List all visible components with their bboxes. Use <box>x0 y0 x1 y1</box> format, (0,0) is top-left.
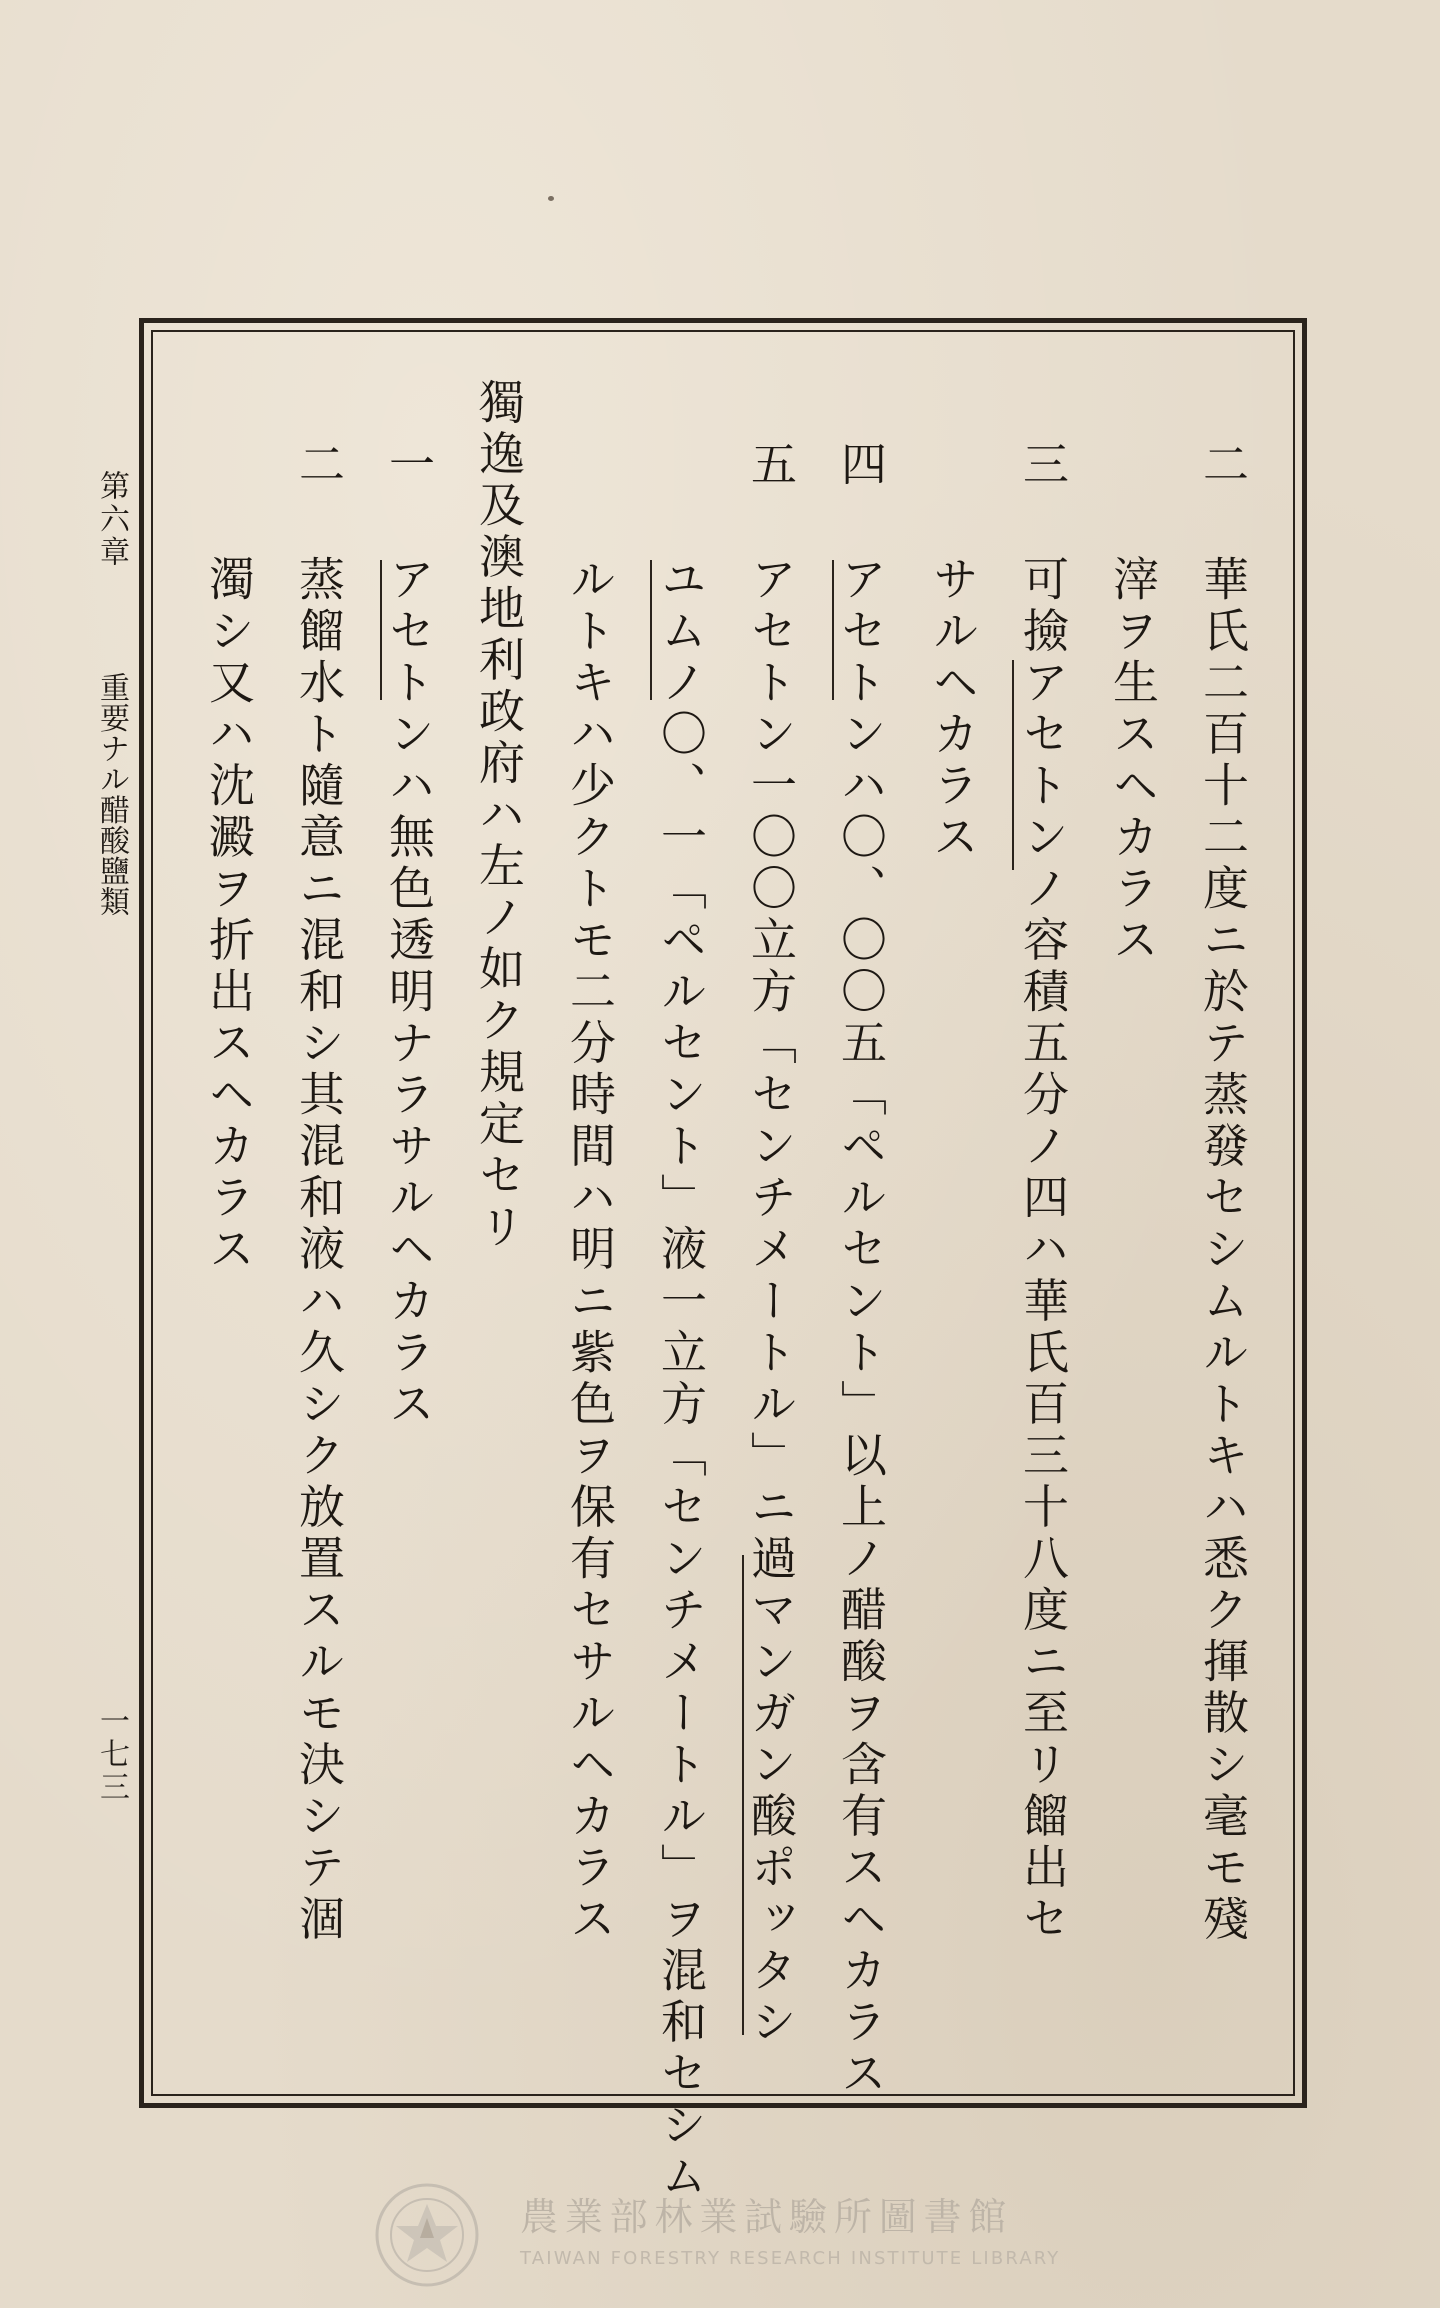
text-column: 蒸餾水ト隨意ニ混和シ其混和液ハ久シク放置スルモ決シテ涸 <box>292 555 346 1947</box>
name-sideline <box>1012 660 1014 870</box>
library-name-zh: 農業部林業試驗所圖書館 <box>520 2195 1014 2239</box>
item-number: 三 <box>1016 440 1070 492</box>
text-column: アセトン一〇〇立方「センチメートル」ニ過マンガン酸ポッタシ <box>744 555 798 2050</box>
text-column: ユムノ〇、一「ペルセント」液一立方「センチメートル」ヲ混和セシム <box>654 555 708 2204</box>
library-name-en: TAIWAN FORESTRY RESEARCH INSTITUTE LIBRARY <box>520 2248 1061 2269</box>
name-sideline <box>742 1555 744 2035</box>
paper-speck <box>548 196 554 201</box>
running-title: 重要ナル醋酸鹽類 <box>94 672 129 917</box>
text-column: 濁シ又ハ沈澱ヲ折出スヘカラス <box>202 555 256 1277</box>
chapter-label: 第六章 <box>94 470 129 569</box>
item-number: 四 <box>834 440 888 492</box>
text-column: アセトンハ無色透明ナラサルヘカラス <box>382 555 436 1431</box>
text-column: アセトンハ〇、〇〇五「ペルセント」以上ノ醋酸ヲ含有スヘカラス <box>834 555 888 2101</box>
item-number: 五 <box>744 440 798 492</box>
name-sideline <box>650 560 652 700</box>
text-column: サルヘカラス <box>926 555 980 865</box>
library-seal-icon <box>372 2180 482 2290</box>
library-watermark <box>372 2178 1072 2288</box>
text-column: 華氏二百十二度ニ於テ蒸發セシムルトキハ悉ク揮散シ毫モ殘 <box>1196 555 1250 1947</box>
text-column: 滓ヲ生スヘカラス <box>1106 555 1160 968</box>
text-column: ルトキハ少クトモ二分時間ハ明ニ紫色ヲ保有セサルヘカラス <box>563 555 617 1947</box>
page-number: 一七三 <box>94 1705 129 1804</box>
text-column: 可撿アセトンノ容積五分ノ四ハ華氏百三十八度ニ至リ餾出セ <box>1016 555 1070 1947</box>
item-number: 二 <box>292 440 346 492</box>
item-number: 一 <box>382 440 436 492</box>
name-sideline <box>832 560 834 700</box>
item-number: 二 <box>1196 440 1250 492</box>
name-sideline <box>380 560 382 700</box>
text-column: 獨逸及澳地利政府ハ左ノ如ク規定セリ <box>472 378 526 1254</box>
